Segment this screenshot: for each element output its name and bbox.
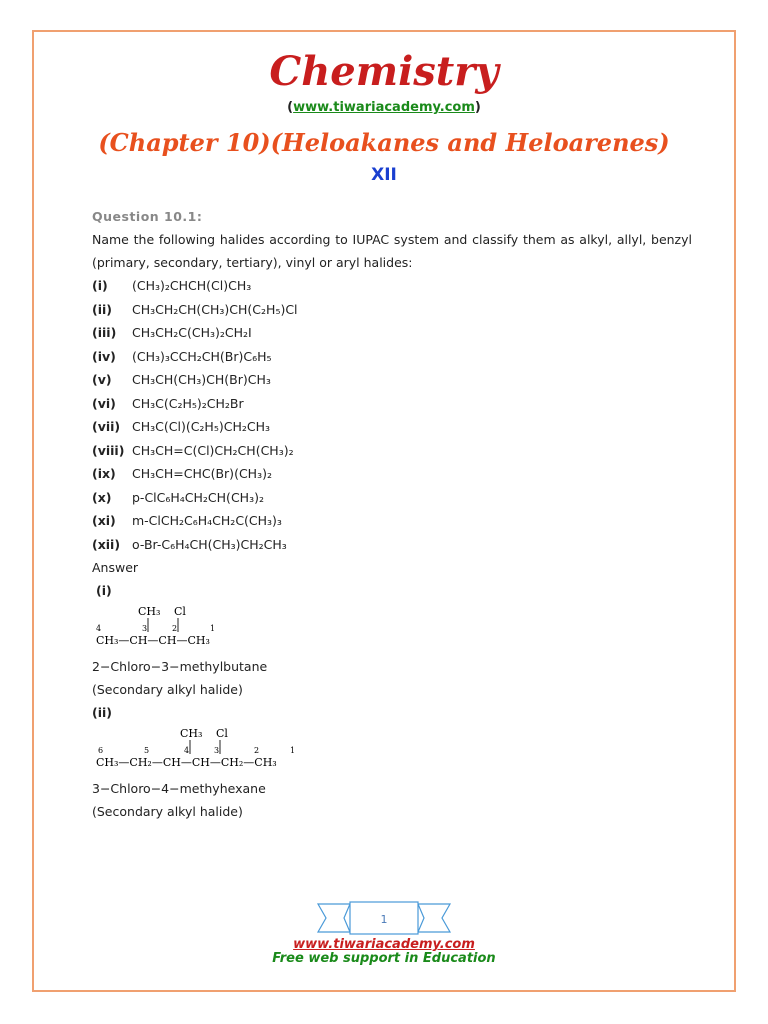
question-item [92,439,692,463]
question-item-number: (x) [92,489,112,505]
structure-1 [92,602,252,648]
question-text: Name the following halides according to IUPAC system and classify them as alkyl, allyl, benzyl (primary, secondary, tertiary), vinyl or aryl halides: [92,232,692,270]
question-item-number: (v) [92,372,112,387]
question-item [92,415,692,439]
answer-part-1-class: (Secondary alkyl halide) [92,682,243,697]
question-item-number: (viii) [92,442,125,458]
structure-1-chain: CH₃—CH—CH—CH₃ [96,634,210,647]
answer-part-1-num: (i) [96,583,112,598]
answer-part-2-name: 3−Chloro−4−methyhexane [92,781,266,796]
structure-2 [92,724,322,770]
question-item-formula: o-Br-C₆H₄CH(CH₃)CH₂CH₃ [132,536,287,552]
question-item [92,533,692,557]
badge-left-ribbon [318,904,350,932]
site-link[interactable]: www.tiwariacademy.com [293,100,475,115]
question-item-number: (vi) [92,395,116,411]
question-item-formula: CH₃C(C₂H₅)₂CH₂Br [132,395,244,411]
question-item-formula: CH₃CH=C(Cl)CH₂CH(CH₃)₂ [132,442,294,458]
site-open-paren: ( [287,100,294,115]
structure-2-locant-6: 6 [98,746,104,755]
question-item-formula: m-ClCH₂C₆H₄CH₂C(CH₃)₃ [132,513,282,528]
footer-tagline: Free web support in Education [272,951,496,966]
question-item-formula: CH₃CH₂CH(CH₃)CH(C₂H₅)Cl [132,301,298,317]
question-item-formula: CH₃C(Cl)(C₂H₅)CH₂CH₃ [132,419,271,434]
question-content [92,205,692,823]
question-item-number: (iii) [92,325,117,340]
badge-right-ribbon [418,904,450,932]
structure-1-top-left: CH₃ [138,605,161,618]
question-item [92,509,692,533]
question-item-formula: CH₃CH(CH₃)CH(Br)CH₃ [132,372,271,387]
question-item [92,392,692,416]
structure-1-locant-4: 4 [96,624,102,633]
site-close-paren: ) [474,100,481,115]
question-item [92,298,692,322]
structure-1-locant-3: 3 [142,624,148,633]
question-item-number: (vii) [92,419,121,434]
question-label: Question 10.1: [92,209,203,224]
structure-2-locant-3: 3 [214,746,220,755]
question-item-number: (ix) [92,466,116,481]
question-item [92,368,692,392]
structure-1-top-right: Cl [174,605,186,618]
question-item-number: (xii) [92,536,121,552]
structure-1-locant-2: 2 [172,624,178,633]
question-item [92,274,692,298]
structure-1-locant-1: 1 [210,624,216,633]
structure-2-chain: CH₃—CH₂—CH—CH—CH₂—CH₃ [96,756,277,769]
structure-2-top-right: Cl [216,727,228,740]
question-item-formula: CH₃CH=CHC(Br)(CH₃)₂ [132,466,272,481]
answer-part-2-class: (Secondary alkyl halide) [92,804,243,819]
question-item-number: (xi) [92,513,116,528]
chapter-title: (Chapter 10)(Heloakanes and Heloarenes) [98,128,670,157]
question-item [92,345,692,369]
question-item-formula: (CH₃)₃CCH₂CH(Br)C₆H₅ [132,348,272,364]
page-title: Chemistry [269,48,499,95]
grade-label: XII [371,165,397,185]
site-line [0,100,768,115]
question-item [92,486,692,510]
question-item-formula: CH₃CH₂C(CH₃)₂CH₂I [132,325,252,340]
question-item-number: (iv) [92,348,116,364]
footer-url[interactable]: www.tiwariacademy.com [293,937,475,952]
structure-2-locant-1: 1 [290,746,296,755]
structure-2-locant-5: 5 [144,746,150,755]
page-number-badge [316,900,452,936]
page-number: 1 [380,913,388,926]
question-item [92,462,692,486]
question-item-formula: (CH₃)₂CHCH(Cl)CH₃ [132,278,252,293]
answer-part-2-num: (ii) [92,705,112,720]
question-items [92,274,692,556]
question-item [92,321,692,345]
question-item-number: (ii) [92,301,112,317]
structure-2-locant-4: 4 [184,746,190,755]
question-item-number: (i) [92,278,108,293]
answer-part-1-name: 2−Chloro−3−methylbutane [92,659,268,674]
answer-label: Answer [92,560,139,575]
question-item-formula: p-ClC₆H₄CH₂CH(CH₃)₂ [132,489,264,505]
structure-2-locant-2: 2 [254,746,260,755]
structure-2-top-left: CH₃ [180,727,203,740]
